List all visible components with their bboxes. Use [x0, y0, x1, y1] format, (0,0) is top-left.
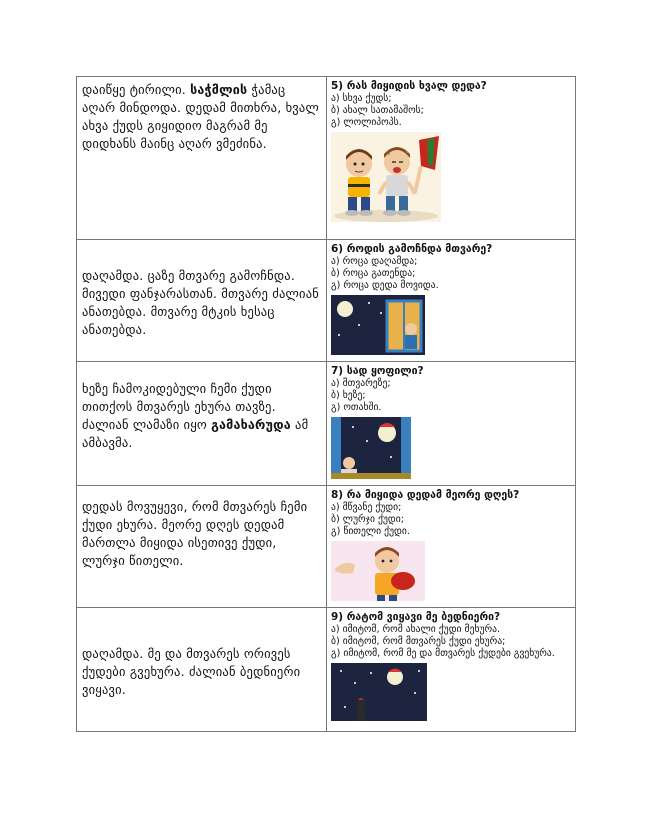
answer-option: ა) მწვანე ქუდი; — [331, 502, 402, 513]
question-title: 6) როდის გამოჩნდა მთვარე? — [331, 243, 493, 255]
bold-word: გამახარუდა — [211, 417, 291, 432]
story-cell — [77, 240, 327, 362]
answer-option: ბ) იმიტომ, რომ მთვარეს ქუდი ეხურა; — [331, 636, 506, 647]
question-title: 9) რატომ ვიყავი მე ბედნიერი? — [331, 611, 501, 623]
story-cell — [77, 486, 327, 608]
answer-option: ბ) როცა გათენდა; — [331, 268, 416, 279]
night-window-illustration — [331, 295, 425, 355]
answer-option: ბ) ახალ სათამაშოს; — [331, 105, 424, 116]
question-cell — [327, 486, 576, 608]
question-title: 7) სად ყოფილი? — [331, 365, 424, 377]
question-cell — [327, 608, 576, 732]
moon-through-window-illustration — [331, 417, 411, 479]
table-row — [77, 362, 576, 486]
question-title: 5) რას მიყიდის ხვალ დედა? — [331, 80, 487, 92]
story-cell — [77, 362, 327, 486]
night-sky-moon-illustration — [331, 663, 427, 721]
answer-option: გ) ოთახში. — [331, 402, 382, 413]
answer-option: გ) ლოლიპოპს. — [331, 117, 402, 128]
story-paragraph: დაღამდა. მე და მთვარეს ორივეს ქუდები გვეხურა. ძალიან ბედნიერი ვიყავი. — [82, 645, 301, 697]
answer-option: ბ) ლურჯი ქუდი; — [331, 514, 404, 525]
story-paragraph: ხეზე ჩამოკიდებული ჩემი ქუდი თითქოს მთვარეს ეხურა თავზე. ძალიან ლამაზი იყო გამახარუდა ამ ამბავმა. — [82, 381, 309, 450]
answer-option: ა) როცა დაღამდა; — [331, 256, 418, 267]
two-boys-illustration — [331, 132, 441, 222]
story-paragraph: დედას მოვუყევი, რომ მთვარეს ჩემი ქუდი ეხურა. მეორე დღეს დედამ მართლა მიყიდა ისეთივე ქუდი, ლურჯი წითელი. — [82, 499, 308, 568]
story-question-table — [76, 76, 576, 732]
story-paragraph: დაღამდა. ცაზე მთვარე გამოჩნდა. მივედი ფანჯარასთან. მთვარე ძალიან ანათებდა. მთვარე მტკის ხესაც ანათებდა. — [82, 267, 320, 337]
answer-option: ბ) ხეზე; — [331, 390, 366, 401]
answer-option: ა) მთვარეზე; — [331, 378, 391, 389]
answer-option: გ) წითელი ქუდი. — [331, 526, 410, 537]
answer-option: გ) იმიტომ, რომ მე და მთვარეს ქუდები გვეხურა. — [331, 648, 555, 659]
question-cell — [327, 240, 576, 362]
answer-option: ა) სხვა ქუდს; — [331, 93, 392, 104]
story-cell — [77, 608, 327, 732]
bold-word: საჭმლის — [190, 82, 248, 97]
table-row — [77, 608, 576, 732]
question-title: 8) რა მიყიდა დედამ მეორე დღეს? — [331, 489, 520, 501]
table-row — [77, 486, 576, 608]
question-cell — [327, 362, 576, 486]
answer-option: გ) როცა დედა მოვიდა. — [331, 280, 439, 291]
story-paragraph: დაიწყე ტირილი. საჭმლის ჭამაც აღარ მინდოდა. დედამ მითხრა, ხვალ ახვა ქუდს გიყიდიო მაგრამ მე დიდხანს მაინც აღარ ვმეძინა. — [82, 82, 319, 151]
question-cell — [327, 77, 576, 240]
table-row — [77, 240, 576, 362]
story-cell — [77, 77, 327, 240]
answer-option: ა) იმიტომ, რომ ახალი ქუდი მეხურა. — [331, 624, 501, 635]
boy-with-cap-illustration — [331, 541, 425, 601]
table-row — [77, 77, 576, 240]
